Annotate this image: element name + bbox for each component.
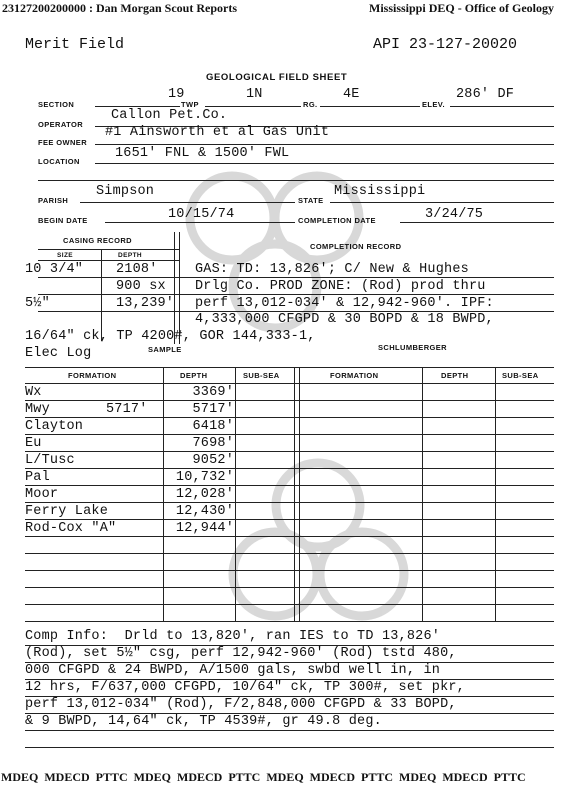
completion-line: GAS: TD: 13,826'; C/ New & Hughes xyxy=(195,262,469,277)
comp-info-line: perf 13,012-034" (Rod), F/2,848,000 CFGPD & 33 BOPD, xyxy=(25,697,457,712)
label-subsea-right: SUB-SEA xyxy=(502,371,539,380)
label-subsea-left: SUB-SEA xyxy=(243,371,280,380)
location-value: 1651' FNL & 1500' FWL xyxy=(115,146,290,161)
formation-depth: 12,430' xyxy=(175,504,234,519)
operator-value: Callon Pet.Co. xyxy=(111,108,228,123)
label-depth-left: DEPTH xyxy=(180,371,208,380)
section-value: 19 xyxy=(168,87,185,102)
completion-line: perf 13,012-034' & 12,942-960'. IPF: xyxy=(195,296,494,311)
comp-info-line: & 9 BWPD, 14,64" ck, TP 4539#, gr 49.8 deg. xyxy=(25,714,382,729)
label-section: SECTION xyxy=(38,100,75,109)
fee-owner-value: #1 Ainsworth et al Gas Unit xyxy=(105,125,330,140)
comp-info-line: 000 CFGPD & 24 BWPD, A/1500 gals, swbd well in, in xyxy=(25,663,441,678)
formation-depth: 6418' xyxy=(192,419,234,434)
table-rule xyxy=(25,519,554,520)
table-rule xyxy=(25,553,554,554)
formation-name: Moor xyxy=(25,487,59,502)
formation-depth: 7698' xyxy=(192,436,234,451)
label-formation-left: FORMATION xyxy=(68,371,117,380)
document-id: 23127200200000 : Dan Morgan Scout Reports xyxy=(2,1,237,15)
formation-depth: 9052' xyxy=(192,453,234,468)
label-completion-date: COMPLETION DATE xyxy=(298,216,376,225)
formation-name: Rod-Cox "A" xyxy=(25,521,117,536)
completion-date-value: 3/24/75 xyxy=(425,207,484,222)
formation-depth: 10,732' xyxy=(175,470,234,485)
elev-value: 286' DF xyxy=(456,87,515,102)
comp-info-line: (Rod), set 5½" csg, perf 12,942-960' (Rod) tstd 480, xyxy=(25,646,457,661)
label-depth-right: DEPTH xyxy=(441,371,469,380)
formation-depth: 12,028' xyxy=(175,487,234,502)
casing-size: 10 3/4" xyxy=(25,262,84,277)
label-fee-owner: FEE OWNER xyxy=(38,138,88,147)
label-size: SIZE xyxy=(57,252,74,259)
formation-depth: 3369' xyxy=(192,385,234,400)
formation-depth: 12,944' xyxy=(175,521,234,536)
table-rule xyxy=(25,417,554,418)
formation-name: Mwy xyxy=(25,402,50,417)
table-rule xyxy=(25,587,554,588)
casing-depth: 900 sx xyxy=(116,279,166,294)
formation-name: Wx xyxy=(25,385,42,400)
label-schlumberger: SCHLUMBERGER xyxy=(378,343,447,352)
completion-line: 4,333,000 CFGPD & 30 BOPD & 18 BWPD, xyxy=(195,312,494,327)
formation-name: Clayton xyxy=(25,419,84,434)
label-sample: SAMPLE xyxy=(148,345,182,354)
field-name: Merit Field xyxy=(25,36,125,53)
table-rule xyxy=(25,536,554,537)
begin-date-value: 10/15/74 xyxy=(168,207,235,222)
agency-name: Mississippi DEQ - Office of Geology xyxy=(369,1,554,15)
elec-log: Elec Log xyxy=(25,346,92,361)
label-twp: TWP xyxy=(181,100,199,109)
formation-name: Ferry Lake xyxy=(25,504,109,519)
state-value: Mississippi xyxy=(334,184,426,199)
table-rule xyxy=(25,570,554,571)
table-rule xyxy=(25,451,554,452)
table-rule xyxy=(25,400,554,401)
formation-depth: 5717' xyxy=(192,402,234,417)
label-casing-record: CASING RECORD xyxy=(63,236,132,245)
label-location: LOCATION xyxy=(38,157,80,166)
formation-note: 5717' xyxy=(106,402,148,417)
footer-banner: MDEQ MDECD PTTC MDEQ MDECD PTTC MDEQ MDECD PTTC MDEQ MDECD PTTC xyxy=(1,770,526,784)
label-begin-date: BEGIN DATE xyxy=(38,216,88,225)
rg-value: 4E xyxy=(343,87,360,102)
twp-value: 1N xyxy=(246,87,263,102)
label-rg: RG. xyxy=(303,100,318,109)
completion-overflow: 16/64" ck, TP 4200#, GOR 144,333-1, xyxy=(25,329,316,344)
casing-size: 5½" xyxy=(25,296,50,311)
comp-info-line: Comp Info: Drld to 13,820', ran IES to TD 13,826' xyxy=(25,629,441,644)
formation-name: L/Tusc xyxy=(25,453,75,468)
formation-name: Pal xyxy=(25,470,50,485)
table-rule xyxy=(25,468,554,469)
label-parish: PARISH xyxy=(38,196,69,205)
label-state: STATE xyxy=(298,196,324,205)
sheet-title: GEOLOGICAL FIELD SHEET xyxy=(206,72,348,83)
formation-name: Eu xyxy=(25,436,42,451)
comp-info-line: 12 hrs, F/637,000 CFGPD, 10/64" ck, TP 300#, set pkr, xyxy=(25,680,465,695)
label-elev: ELEV. xyxy=(422,100,445,109)
table-rule xyxy=(25,502,554,503)
table-rule xyxy=(25,621,554,622)
completion-line: Drlg Co. PROD ZONE: (Rod) prod thru xyxy=(195,279,486,294)
label-completion-record: COMPLETION RECORD xyxy=(310,242,402,251)
api-number: API 23-127-20020 xyxy=(373,36,518,53)
casing-depth: 2108' xyxy=(116,262,158,277)
table-rule xyxy=(25,434,554,435)
table-rule xyxy=(25,604,554,605)
label-casing-depth: DEPTH xyxy=(118,252,143,259)
parish-value: Simpson xyxy=(96,184,155,199)
casing-depth: 13,239' xyxy=(116,296,175,311)
label-formation-right: FORMATION xyxy=(330,371,379,380)
label-operator: OPERATOR xyxy=(38,120,84,129)
table-rule xyxy=(25,485,554,486)
